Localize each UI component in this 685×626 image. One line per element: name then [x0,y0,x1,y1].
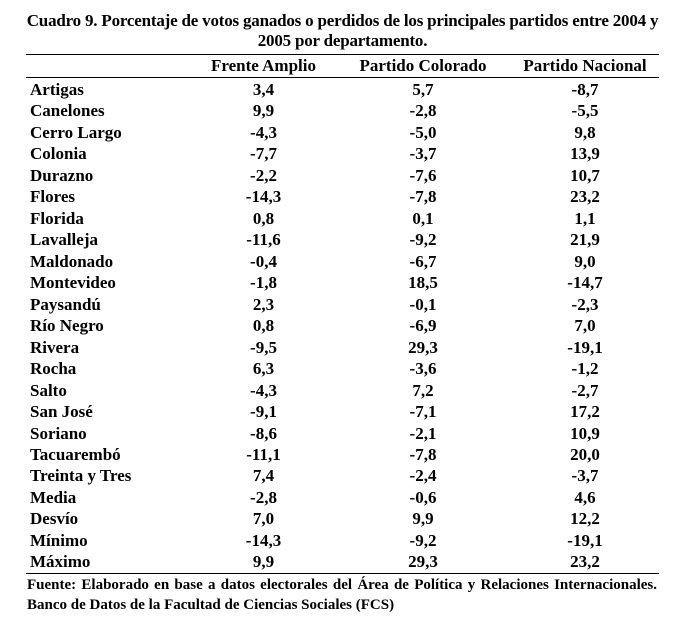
cell-partido-colorado: -2,8 [409,101,437,121]
cell-partido-colorado: -2,4 [409,466,437,486]
cell-partido-nacional: 4,6 [574,487,596,507]
cell-partido-colorado: -2,1 [409,423,437,443]
cell-partido-nacional: 13,9 [570,144,600,164]
cell-frente-amplio: 3,4 [252,80,275,99]
table-row [26,444,659,465]
cell-partido-colorado: 7,2 [412,380,434,400]
table-row [26,380,659,401]
cell-frente-amplio: -14,3 [245,530,282,550]
table-row [26,208,659,229]
cell-department: Durazno [30,165,94,185]
cell-partido-nacional: 23,2 [570,187,600,207]
table-row [26,508,659,529]
cell-department: Canelones [30,101,105,121]
table-row [26,186,659,207]
cell-partido-colorado: -3,7 [409,144,437,164]
cell-partido-nacional: 1,1 [574,208,596,228]
cell-partido-colorado: -0,6 [409,487,437,507]
table-row [26,315,659,336]
cell-frente-amplio: -11,6 [246,230,281,250]
cell-partido-nacional: -3,7 [571,466,599,486]
cell-department: Lavalleja [30,230,98,250]
table-row [26,337,659,358]
table-bottom-rule [26,573,659,574]
cell-partido-colorado: -9,2 [409,530,437,550]
table-row [26,401,659,422]
cell-frente-amplio: -8,6 [250,423,277,443]
cell-partido-colorado: 9,9 [412,509,434,529]
table-row [26,165,659,186]
table-row [26,272,659,293]
cell-partido-colorado: -5,0 [409,122,437,142]
cell-department: Flores [30,187,76,207]
cell-frente-amplio: -0,4 [250,251,277,271]
cell-partido-colorado: -6,9 [409,316,437,336]
cell-partido-nacional: -19,1 [567,337,603,357]
table-row [26,251,659,272]
cell-partido-nacional: -8,7 [571,80,599,99]
cell-frente-amplio: -1,8 [250,273,277,293]
cell-partido-nacional: 23,2 [570,552,600,572]
table-row [26,79,659,100]
cell-frente-amplio: 6,3 [252,359,275,379]
cell-department: Paysandú [30,294,101,314]
cell-department: Mínimo [30,530,88,550]
cell-partido-colorado: -6,7 [409,251,437,271]
cell-frente-amplio: -4,3 [250,380,277,400]
cell-department: Desvío [30,509,79,529]
cell-frente-amplio: -9,1 [250,402,277,422]
cell-department: Tacuarembó [30,444,121,464]
header-frente-amplio: Frente Amplio [211,56,316,75]
cell-partido-colorado: 29,3 [408,337,438,357]
table-row [26,100,659,121]
cell-frente-amplio: -4,3 [250,122,277,142]
cell-partido-colorado: -9,2 [409,230,437,250]
cell-partido-nacional: 10,7 [570,165,600,185]
cell-partido-colorado: -7,6 [409,165,437,185]
table-row [26,294,659,315]
table-top-rule [26,54,659,55]
cell-frente-amplio: 7,4 [252,466,275,486]
table-header-row [26,56,659,76]
cell-partido-nacional: 7,0 [574,316,596,336]
cell-department: San José [30,402,93,422]
table-header-rule [26,77,659,78]
cell-partido-colorado: 0,1 [412,208,434,228]
cell-partido-colorado: 18,5 [408,273,438,293]
cell-partido-nacional: -19,1 [567,530,603,550]
table-row [26,229,659,250]
cell-frente-amplio: -9,5 [250,337,277,357]
cell-frente-amplio: -2,2 [250,165,277,185]
cell-partido-colorado: -7,1 [409,402,437,422]
cell-department: Colonia [30,144,87,164]
cell-department: Rocha [30,359,77,379]
table-body [26,79,659,573]
cell-partido-nacional: 20,0 [570,444,600,464]
cell-partido-nacional: -1,2 [571,359,599,379]
cell-frente-amplio: 7,0 [252,509,275,529]
cell-partido-nacional: -14,7 [567,273,603,293]
cell-partido-nacional: 17,2 [570,402,600,422]
cell-partido-nacional: -2,7 [571,380,599,400]
cell-department: Salto [30,380,67,400]
cell-department: Río Negro [30,316,104,336]
cell-department: Florida [30,208,84,228]
cell-department: Rivera [30,337,80,357]
cell-partido-nacional: -2,3 [571,294,599,314]
table-row [26,530,659,551]
cell-frente-amplio: 0,8 [252,316,275,336]
cell-partido-nacional: 9,0 [574,251,596,271]
cell-partido-colorado: -7,8 [409,187,437,207]
cell-frente-amplio: 0,8 [252,208,275,228]
table-row [26,487,659,508]
cell-partido-nacional: 9,8 [574,122,596,142]
table-row [26,423,659,444]
cell-partido-colorado: 29,3 [408,552,438,572]
cell-partido-nacional: 12,2 [570,509,600,529]
cell-partido-nacional: -5,5 [571,101,599,121]
cell-partido-nacional: 21,9 [570,230,600,250]
cell-frente-amplio: -7,7 [250,144,277,164]
cell-department: Cerro Largo [30,122,122,142]
cell-partido-colorado: -3,6 [409,359,437,379]
table-row [26,465,659,486]
table-caption: Cuadro 9. Porcentaje de votos ganados o perdidos de los principales partidos entre 2004 y 2005 por departamento. [26,11,659,50]
table-source-note: Fuente: Elaborado en base a datos electorales del Área de Política y Relaciones Internacionales. Banco de Datos de la Facultad de Ciencias Sociales (FCS) [27,577,657,613]
cell-frente-amplio: -2,8 [250,487,277,507]
cell-department: Maldonado [30,251,114,271]
cell-department: Máximo [30,552,91,572]
cell-frente-amplio: -11,1 [246,444,281,464]
table-row [26,358,659,379]
cell-partido-colorado: -7,8 [409,444,437,464]
cell-department: Soriano [30,423,87,443]
header-partido-colorado: Partido Colorado [359,56,487,75]
cell-partido-colorado: -0,1 [409,294,437,314]
cell-frente-amplio: -14,3 [245,187,282,207]
cell-department: Montevideo [30,273,116,293]
table-row [26,551,659,572]
table-row [26,143,659,164]
cell-frente-amplio: 2,3 [252,294,275,314]
cell-frente-amplio: 9,9 [252,552,275,572]
cell-department: Artigas [30,80,84,99]
cell-department: Treinta y Tres [30,466,132,486]
table-row [26,122,659,143]
header-partido-nacional: Partido Nacional [523,56,647,75]
cell-partido-nacional: 10,9 [570,423,600,443]
cell-partido-colorado: 5,7 [412,80,434,99]
cell-department: Media [30,487,77,507]
cell-frente-amplio: 9,9 [252,101,275,121]
